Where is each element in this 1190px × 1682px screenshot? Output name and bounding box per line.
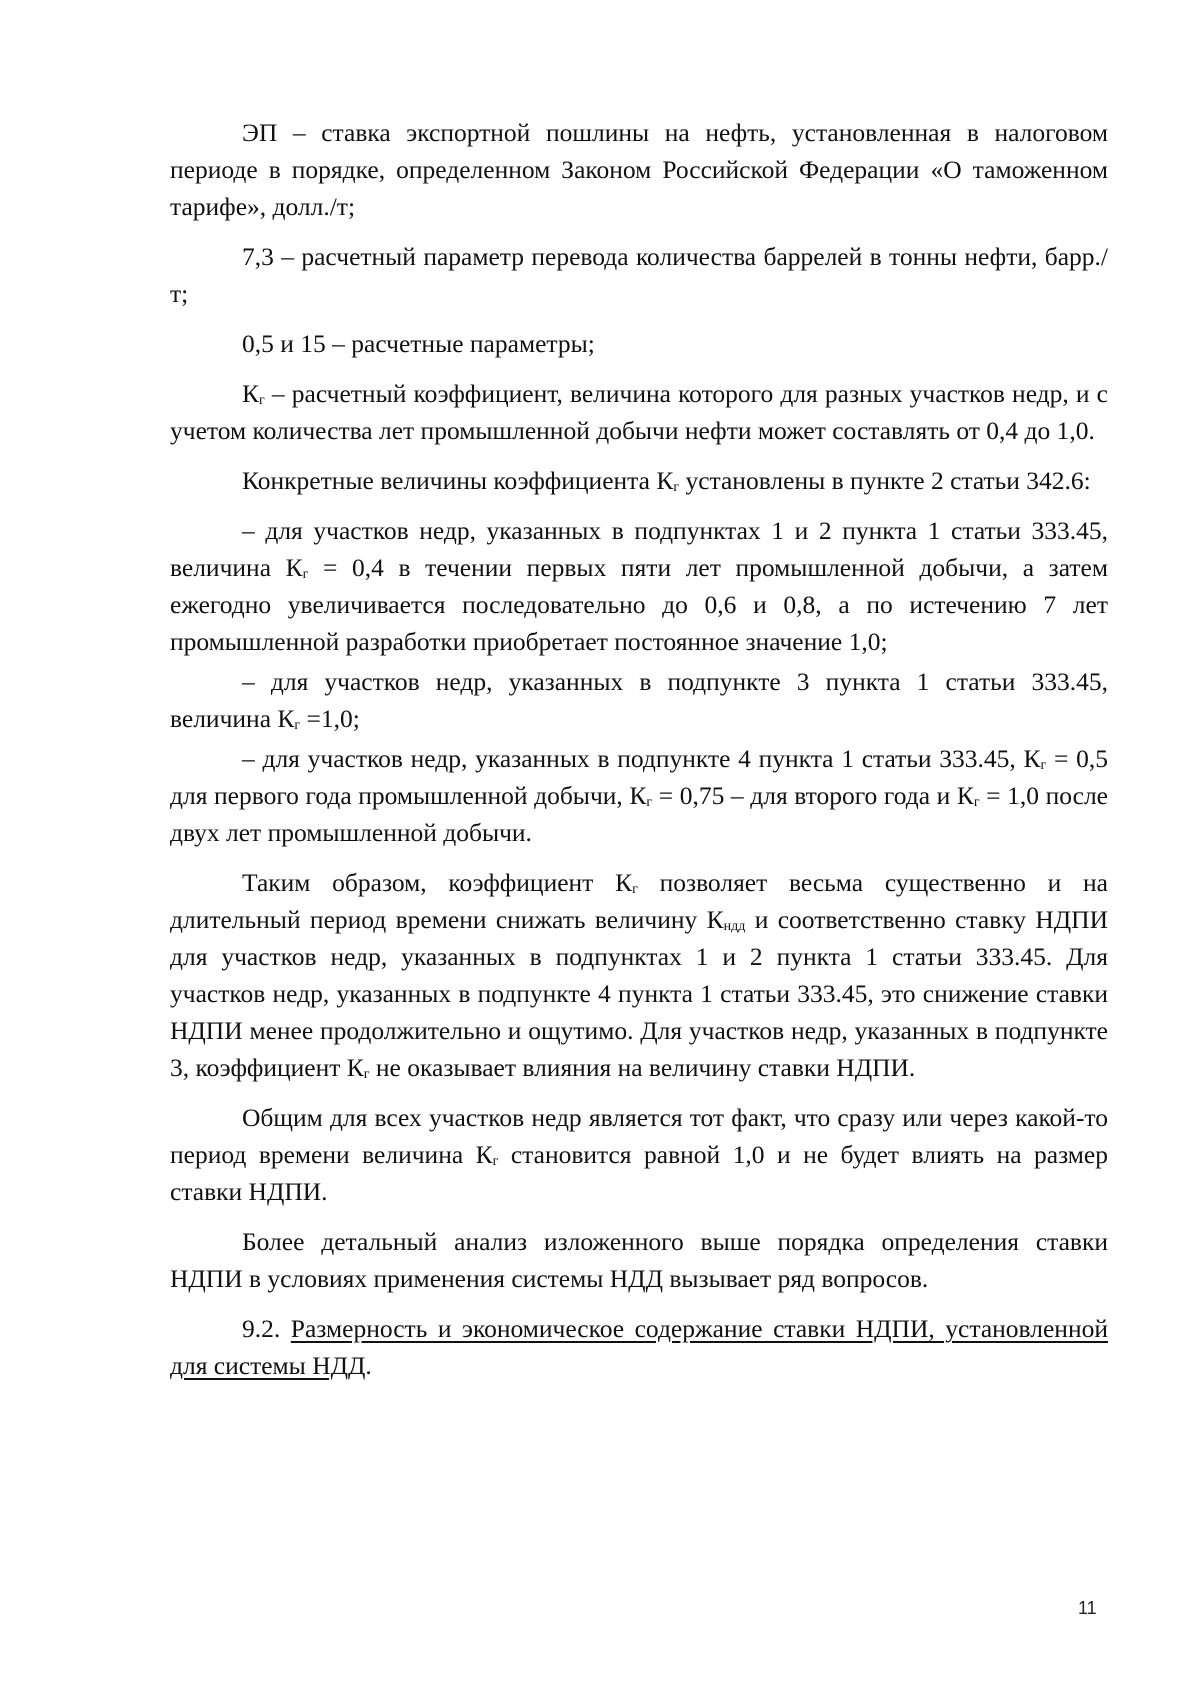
- paragraph-common-fact: Общим для всех участков недр является тот факт, что сразу или через какой-то период времени величина $К_г$ становится равной 1,0 и не будет влиять на размер ставки НДПИ.: [170, 1103, 1108, 1206]
- list-item-subparagraphs-1-2: – для участков недр, указанных в подпунктах 1 и 2 пункта 1 статьи 333.45, величина $К_г = 0,4$ в течении первых пяти лет промышленной добычи, а затем ежегодно увеличивается последовательно до 0,6 и 0,8, а по истечению 7 лет промышленной разработки приобретает постоянное значение 1,0;: [170, 516, 1108, 656]
- paragraph-kg-definition: $К_г$ – расчетный коэффициент, величина которого для разных участков недр, и с учетом количества лет промышленной добычи нефти может составлять от 0,4 до 1,0.: [170, 379, 1108, 445]
- list-item-subparagraph-4: – для участков недр, указанных в подпункте 4 пункта 1 статьи 333.45, $К_г = 0,5$ для первого года промышленной добычи, $К_г = 0,75$ – для второго года и $К_г = 1,0$ после двух лет промышленной добычи.: [170, 744, 1109, 847]
- paragraph-kg-effect: Таким образом, коэффициент $К_г$ позволяет весьма существенно и на длительный период времени снижать величину $К_{ндд}$ и соответственно ставку НДПИ для участков недр, указанных в подпунктах 1 и 2 пункта 1 статьи 333.45. Для участков недр, указанных в подпункте 4 пункта 1 статьи 333.45, это снижение ставки НДПИ менее продолжительно и ощутимо. Для участков недр, указанных в подпункте 3, коэффициент $К_г$ не оказывает влияния на величину ставки НДПИ.: [170, 868, 1108, 1083]
- paragraph-kg-values-intro: Конкретные величины коэффициента $К_г$ установлены в пункте 2 статьи 342.6:: [242, 466, 1091, 496]
- list-item-subparagraph-3: – для участков недр, указанных в подпункте 3 пункта 1 статьи 333.45, величина $К_г =1,0$;: [170, 667, 1108, 734]
- section-heading: 9.2. Размерность и экономическое содержание ставки НДПИ, установленной для системы НДД.: [170, 1314, 1108, 1380]
- section-title: Размерность и экономическое содержание ставки НДПИ, установленной для системы НДД: [170, 1314, 1108, 1380]
- section-number: 9.2.: [242, 1314, 291, 1343]
- paragraph-calc-parameters: 0,5 и 15 – расчетные параметры;: [242, 329, 595, 358]
- paragraph-barrel-parameter: 7,3 – расчетный параметр перевода количества баррелей в тонны нефти, барр./т;: [170, 242, 1108, 308]
- body-text: [170, 114, 1108, 1384]
- paragraph-analysis-questions: Более детальный анализ изложенного выше порядка определения ставки НДПИ в условиях применения системы НДД вызывает ряд вопросов.: [170, 1227, 1108, 1293]
- paragraph-ep-definition: ЭП – ставка экспортной пошлины на нефть, установленная в налоговом периоде в порядке, определенном Законом Российской Федерации «О таможенном тарифе», долл./т;: [170, 118, 1108, 221]
- page-number: 11: [1078, 1598, 1097, 1618]
